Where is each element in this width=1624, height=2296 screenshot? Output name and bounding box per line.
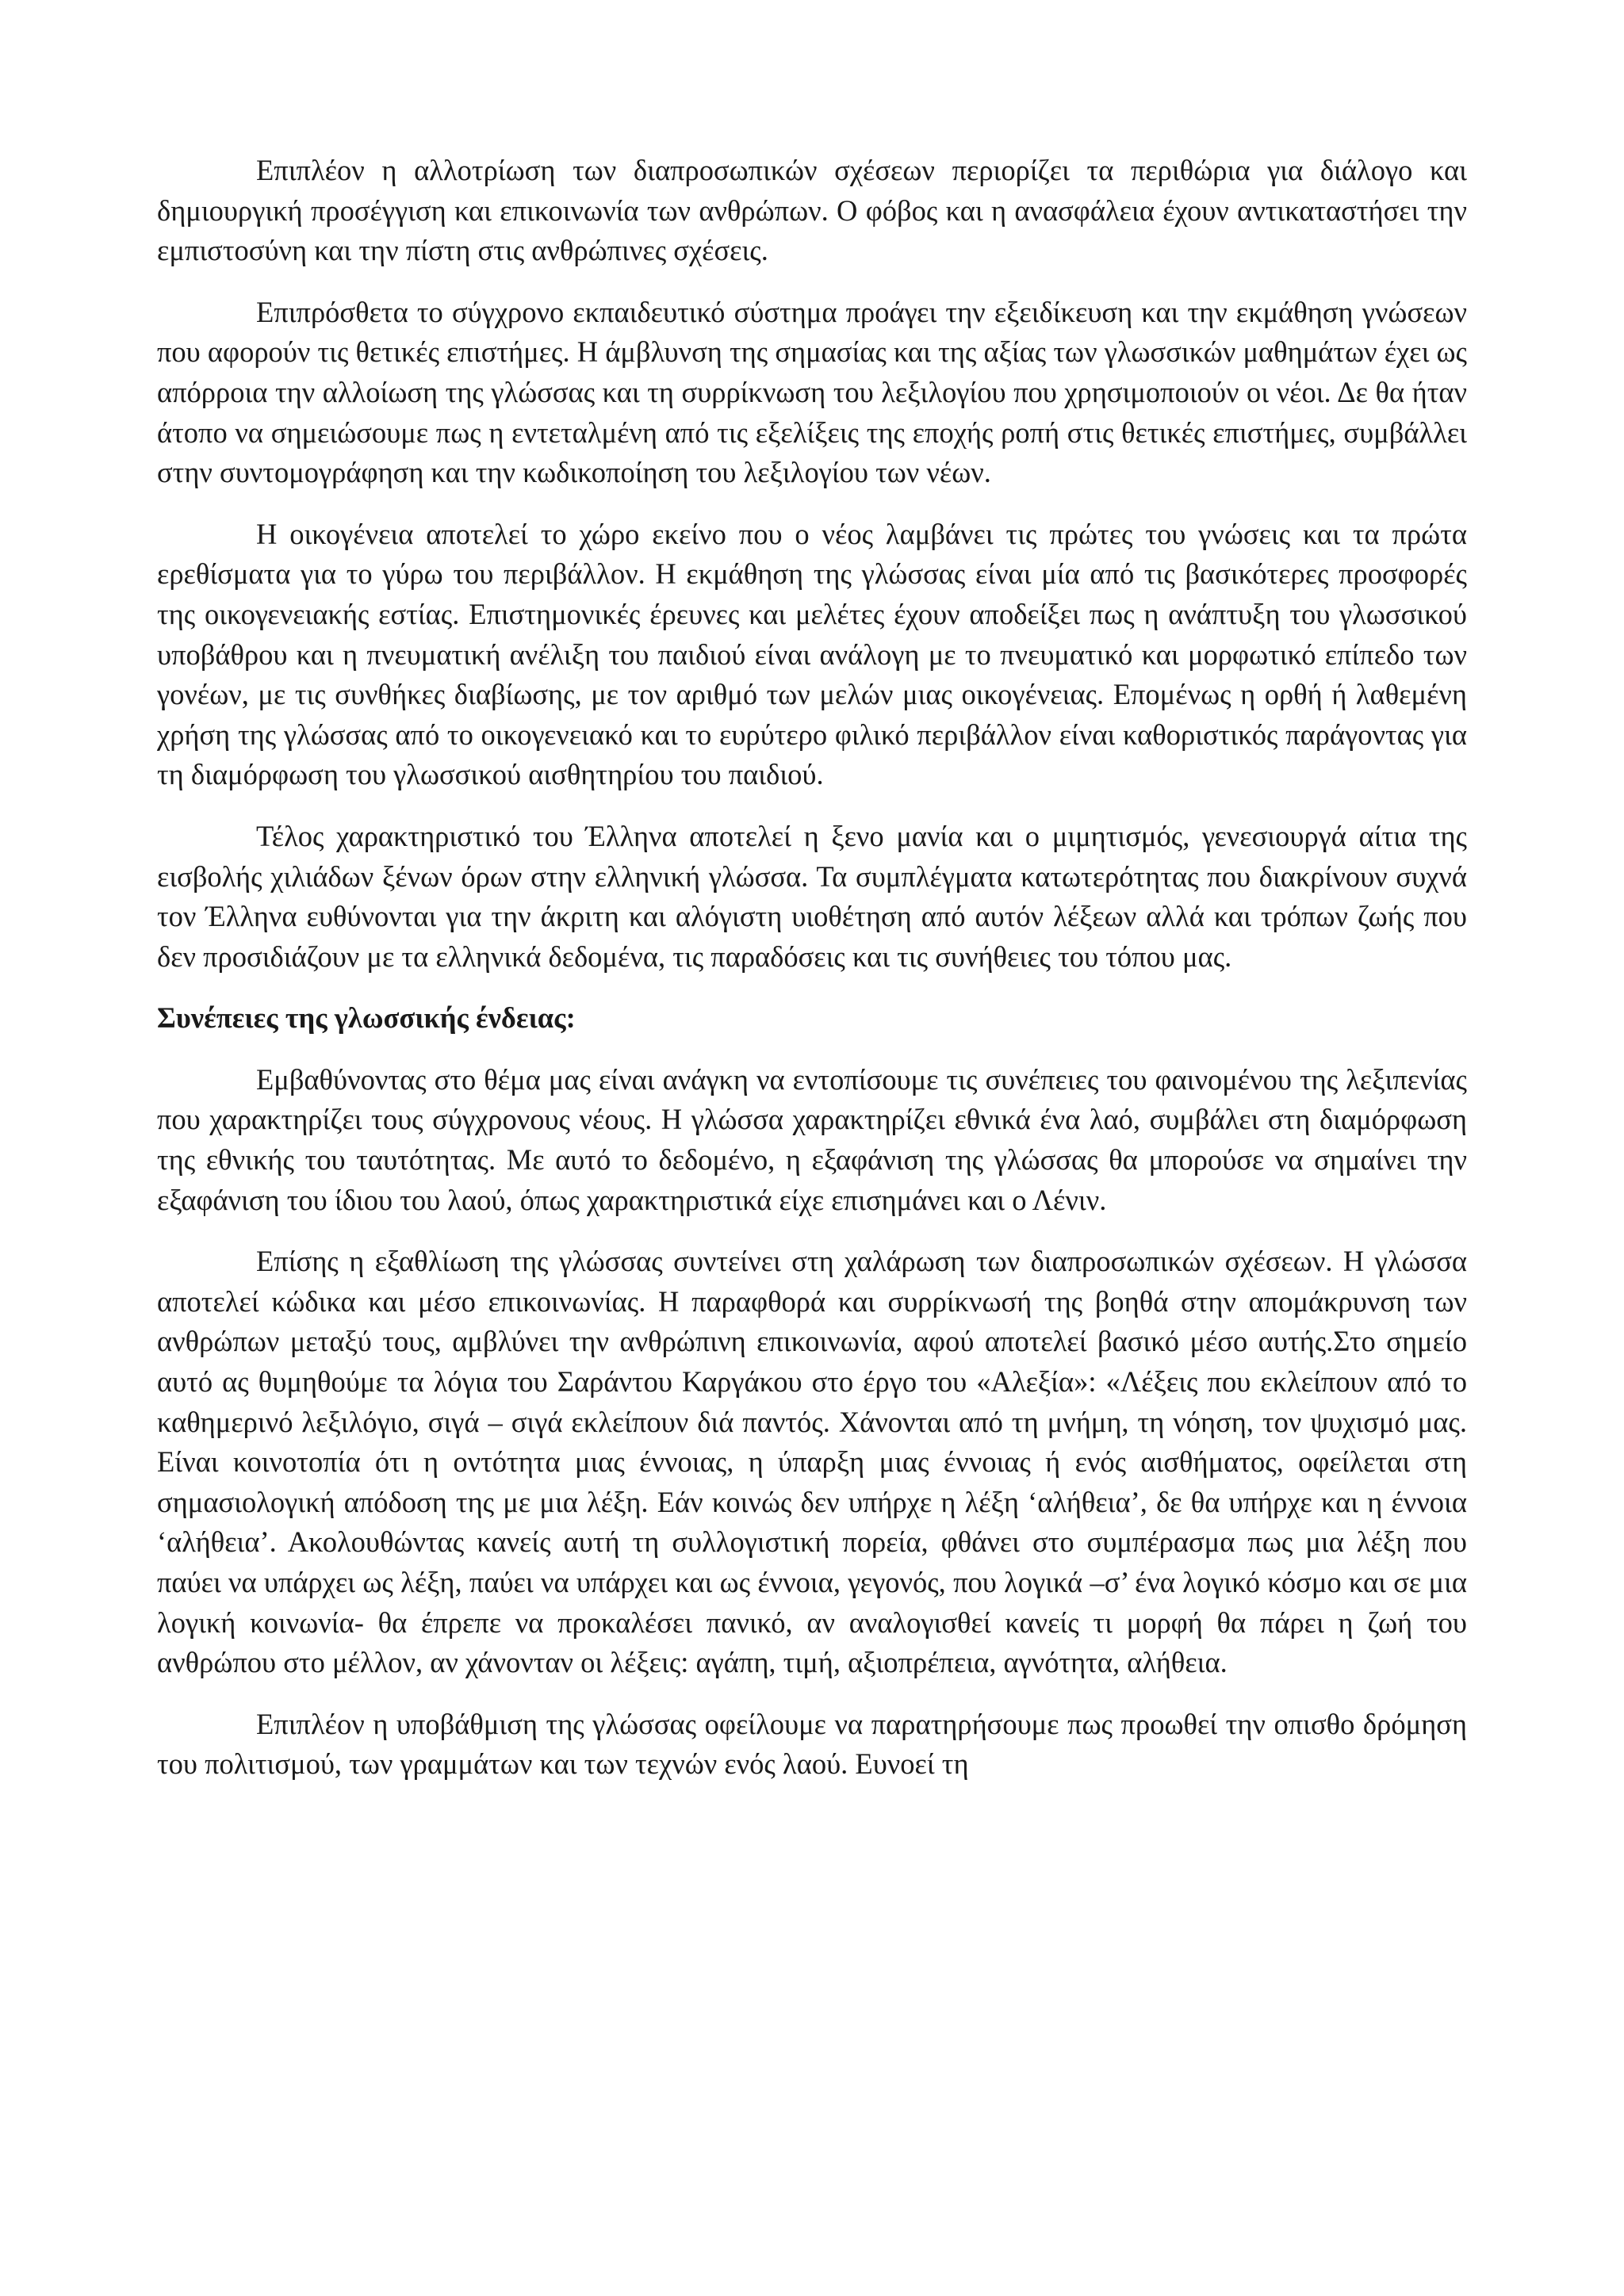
paragraph-interpersonal-relations: Επίσης η εξαθλίωση της γλώσσας συντείνει στη χαλάρωση των διαπροσωπικών σχέσεων. Η γλώσσα αποτελεί κώδικα και μέσο επικοινωνίας. Η παραφθορά και συρρίκνωσή της βοηθά στην απομάκρυνση των ανθρώπων μεταξύ τους, αμβλύνει την ανθρώπινη επικοινωνία, αφού αποτελεί βασικό μέσο αυτής.Στο σημείο αυτό ας θυμηθούμε τα λόγια του Σαράντου Καργάκου στο έργο του «Αλεξία»: «Λέξεις που εκλείπουν από το καθημερινό λεξιλόγιο, σιγά – σιγά εκλείπουν διά παντός. Χάνονται από τη μνήμη, τη νόηση, τον ψυχισμό μας. Είναι κοινοτοπία ότι η οντότητα μιας έννοιας, η ύπαρξη μιας έννοιας ή ενός αισθήματος, οφείλεται στη σημασιολογική απόδοση της με μια λέξη. Εάν κοινώς δεν υπήρχε η λέξη ‘αλήθεια’, δε θα υπήρχε και η έννοια ‘αλήθεια’. Ακολουθώντας κανείς αυτή τη συλλογιστική πορεία, φθάνει στο συμπέρασμα πως μια λέξη που παύει να υπάρχει ως λέξη, παύει να υπάρχει και ως έννοια, γεγονός, που λογικά –σ’ ένα λογικό κόσμο και σε μια λογική κοινωνία- θα έπρεπε να προκαλέσει πανικό, αν αναλογισθεί κανείς τι μορφή θα πάρει η ζωή του ανθρώπου στο μέλλον, αν χάνονταν οι λέξεις: αγάπη, τιμή, αξιοπρέπεια, αγνότητα, αλήθεια. [157,1245,1467,1679]
paragraph-alienation: Επιπλέον η αλλοτρίωση των διαπροσωπικών σχέσεων περιορίζει τα περιθώρια για διάλογο και δημιουργική προσέγγιση και επικοινωνία των ανθρώπων. Ο φόβος και η ανασφάλεια έχουν αντικαταστήσει την εμπιστοσύνη και την πίστη στις ανθρώπινες σχέσεις. [157,154,1467,267]
document-page [157,151,1467,1806]
paragraph-education-system: Επιπρόσθετα το σύγχρονο εκπαιδευτικό σύστημα προάγει την εξειδίκευση και την εκμάθηση γνώσεων που αφορούν τις θετικές επιστήμες. Η άμβλυνση της σημασίας και της αξίας των γλωσσικών μαθημάτων έχει ως απόρροια την αλλοίωση της γλώσσας και τη συρρίκνωση του λεξιλογίου που χρησιμοποιούν οι νέοι. Δε θα ήταν άτοπο να σημειώσουμε πως η εντεταλμένη από τις εξελίξεις της εποχής ροπή στις θετικές επιστήμες, συμβάλλει στην συντομογράφηση και την κωδικοποίηση του λεξιλογίου των νέων. [157,295,1467,489]
paragraph-national-identity: Εμβαθύνοντας στο θέμα μας είναι ανάγκη να εντοπίσουμε τις συνέπειες του φαινομένου της λεξιπενίας που χαρακτηρίζει τους σύγχρονους νέους. Η γλώσσα χαρακτηρίζει εθνικά ένα λαό, συμβάλει στη διαμόρφωση της εθνικής του ταυτότητας. Με αυτό το δεδομένο, η εξαφάνιση της γλώσσας θα μπορούσε να σημαίνει την εξαφάνιση του ίδιου του λαού, όπως χαρακτηριστικά είχε επισημάνει και ο Λένιν. [157,1062,1467,1216]
section-heading: Συνέπειες της γλωσσικής ένδειας: [157,1001,576,1035]
paragraph-family: Η οικογένεια αποτελεί το χώρο εκείνο που ο νέος λαμβάνει τις πρώτες του γνώσεις και τα πρώτα ερεθίσματα για το γύρω του περιβάλλον. Η εκμάθηση της γλώσσας είναι μία από τις βασικότερες προσφορές της οικογενειακής εστίας. Επιστημονικές έρευνες και μελέτες έχουν αποδείξει πως η ανάπτυξη του γλωσσικού υποβάθρου και η πνευματική ανέλιξη του παιδιού είναι ανάλογη με το πνευματικό και μορφωτικό επίπεδο των γονέων, με τις συνθήκες διαβίωσης, με τον αριθμό των μελών μιας οικογένειας. Επομένως η ορθή ή λαθεμένη χρήση της γλώσσας από το οικογενειακό και το ευρύτερο φιλικό περιβάλλον είναι καθοριστικός παράγοντας για τη διαμόρφωση του γλωσσικού αισθητηρίου του παιδιού. [157,517,1467,791]
paragraph-cultural-regression: Επιπλέον η υποβάθμιση της γλώσσας οφείλουμε να παρατηρήσουμε πως προωθεί την οπισθο δρόμηση του πολιτισμού, των γραμμάτων και των τεχνών ενός λαού. Ευνοεί τη [157,1707,1467,1781]
paragraph-xenomania: Τέλος χαρακτηριστικό του Έλληνα αποτελεί η ξενο μανία και ο μιμητισμός, γενεσιουργά αίτια της εισβολής χιλιάδων ξένων όρων στην ελληνική γλώσσα. Τα συμπλέγματα κατωτερότητας που διακρίνουν συχνά τον Έλληνα ευθύνονται για την άκριτη και αλόγιστη υιοθέτηση από αυτόν λέξεων αλλά και τρόπων ζωής που δεν προσιδιάζουν με τα ελληνικά δεδομένα, τις παραδόσεις και τις συνήθειες του τόπου μας. [157,819,1467,973]
